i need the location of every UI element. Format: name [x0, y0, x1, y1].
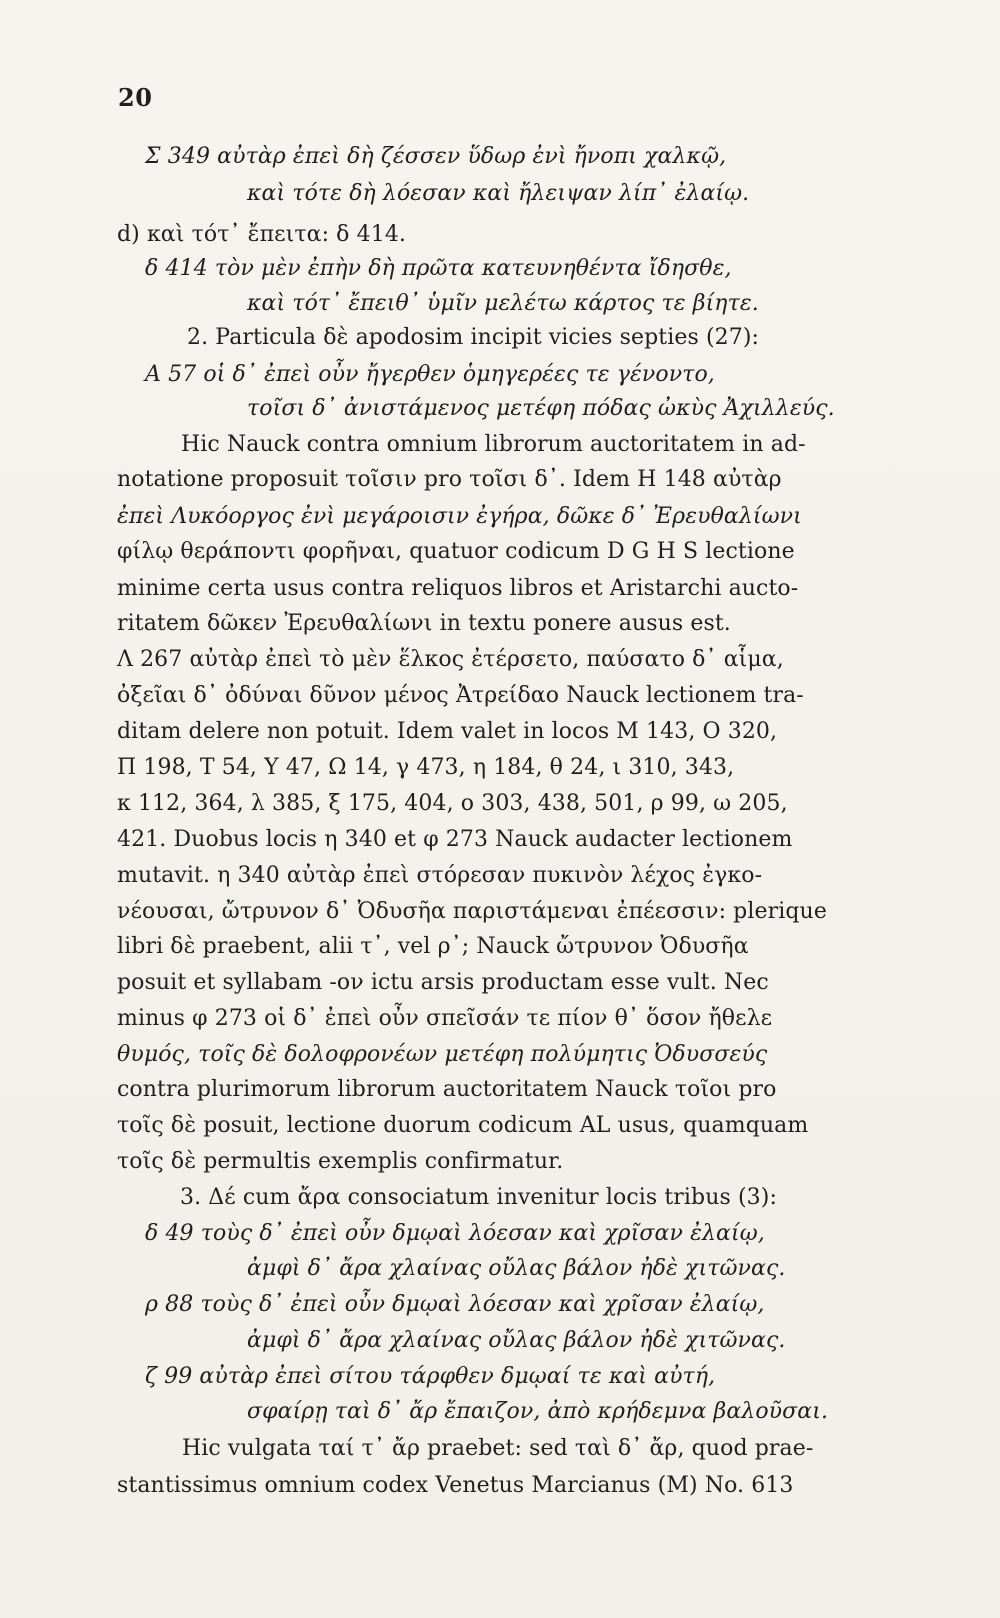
text-line: ρ 88 τοὺς δ᾽ ἐπεὶ οὖν δμῳαὶ λόεσαν καὶ χρῖσαν ἐλαίῳ,: [145, 1292, 765, 1317]
text-line: libri δὲ praebent, alii τ᾽, vel ρ᾽; Nauck ὤτρυνον Ὀδυσῆα: [117, 934, 749, 959]
text-line: Σ 349 αὐτὰρ ἐπεὶ δὴ ζέσσεν ὕδωρ ἐνὶ ἤνοπι χαλκῷ,: [145, 144, 727, 169]
page-number: 20: [118, 83, 153, 112]
text-line: τοῖς δὲ posuit, lectione duorum codicum AL usus, quamquam: [117, 1113, 809, 1138]
text-line: τοῖς δὲ permultis exemplis confirmatur.: [117, 1149, 564, 1174]
text-line: δ 49 τοὺς δ᾽ ἐπεὶ οὖν δμῳαὶ λόεσαν καὶ χρῖσαν ἐλαίῳ,: [145, 1221, 765, 1246]
text-line: notatione proposuit τοῖσιν pro τοῖσι δ᾽. Idem Η 148 αὐτὰρ: [117, 467, 782, 492]
text-line: δ 414 τὸν μὲν ἐπὴν δὴ πρῶτα κατευνηθέντα ἴδησθε,: [145, 256, 732, 281]
text-line: τοῖσι δ᾽ ἀνιστάμενος μετέφη πόδας ὠκὺς Ἀχιλλεύς.: [247, 396, 835, 421]
text-line: Λ 267 αὐτὰρ ἐπεὶ τὸ μὲν ἕλκος ἐτέρσετο, παύσατο δ᾽ αἷμα,: [117, 647, 784, 672]
text-line: νέουσαι, ὤτρυνον δ᾽ Ὀδυσῆα παριστάμεναι ἐπέεσσιν: plerique: [117, 899, 827, 924]
text-line: Hic vulgata ταί τ᾽ ἄρ praebet: sed ταὶ δ᾽ ἄρ, quod prae-: [182, 1436, 814, 1461]
text-line: minime certa usus contra reliquos libros et Aristarchi aucto-: [117, 576, 799, 601]
text-line: ζ 99 αὐτὰρ ἐπεὶ σίτου τάρφθεν δμῳαί τε καὶ αὐτή,: [145, 1364, 716, 1389]
text-line: mutavit. η 340 αὐτὰρ ἐπεὶ στόρεσαν πυκινὸν λέχος ἐγκο-: [117, 863, 763, 888]
text-line: ditam delere non potuit. Idem valet in locos Μ 143, Ο 320,: [117, 719, 778, 744]
text-line: καὶ τότ᾽ ἔπειθ᾽ ὑμῖν μελέτω κάρτος τε βίητε.: [247, 291, 759, 316]
text-line: ἀμφὶ δ᾽ ἄρα χλαίνας οὔλας βάλον ἠδὲ χιτῶνας.: [247, 1256, 786, 1281]
text-line: stantissimus omnium codex Venetus Marcianus (M) No. 613: [117, 1473, 794, 1498]
text-line: contra plurimorum librorum auctoritatem Nauck τοῖοι pro: [117, 1077, 777, 1102]
text-line: καὶ τότε δὴ λόεσαν καὶ ἤλειψαν λίπ᾽ ἐλαίῳ.: [247, 181, 750, 206]
text-line: θυμός, τοῖς δὲ δολοφρονέων μετέφη πολύμητις Ὀδυσσεύς: [117, 1042, 768, 1067]
text-line: ἀμφὶ δ᾽ ἄρα χλαίνας οὔλας βάλον ἠδὲ χιτῶνας.: [247, 1328, 786, 1353]
text-line: Hic Nauck contra omnium librorum auctoritatem in ad-: [181, 432, 806, 457]
text-line: ἐπεὶ Λυκόοργος ἐνὶ μεγάροισιν ἐγήρα, δῶκε δ᾽ Ἐρευθαλίωνι: [117, 504, 802, 529]
text-line: posuit et syllabam -ον ictu arsis productam esse vult. Nec: [117, 970, 769, 995]
text-line: Π 198, Τ 54, Υ 47, Ω 14, γ 473, η 184, θ 24, ι 310, 343,: [117, 755, 735, 780]
text-line: 2. Particula δὲ apodosim incipit vicies septies (27):: [187, 325, 760, 350]
text-line: 421. Duobus locis η 340 et φ 273 Nauck audacter lectionem: [117, 827, 793, 852]
text-line: minus φ 273 οἱ δ᾽ ἐπεὶ οὖν σπεῖσάν τε πίον θ᾽ ὅσον ἤθελε: [117, 1006, 773, 1031]
text-line: 3. Δέ cum ἄρα consociatum invenitur locis tribus (3):: [180, 1185, 777, 1210]
text-line: ὀξεῖαι δ᾽ ὀδύναι δῦνον μένος Ἀτρείδαο Nauck lectionem tra-: [117, 683, 804, 708]
text-line: φίλῳ θεράποντι φορῆναι, quatuor codicum D G H S lectione: [117, 539, 795, 564]
text-line: Α 57 οἱ δ᾽ ἐπεὶ οὖν ἤγερθεν ὁμηγερέες τε γένοντο,: [145, 362, 715, 387]
text-line: ritatem δῶκεν Ἐρευθαλίωνι in textu ponere ausus est.: [117, 611, 731, 636]
text-line: d) καὶ τότ᾽ ἔπειτα: δ 414.: [117, 222, 407, 247]
text-line: σφαίρῃ ταὶ δ᾽ ἄρ ἔπαιζον, ἀπὸ κρήδεμνα βαλοῦσαι.: [247, 1399, 829, 1424]
text-line: κ 112, 364, λ 385, ξ 175, 404, ο 303, 438, 501, ρ 99, ω 205,: [117, 791, 788, 816]
